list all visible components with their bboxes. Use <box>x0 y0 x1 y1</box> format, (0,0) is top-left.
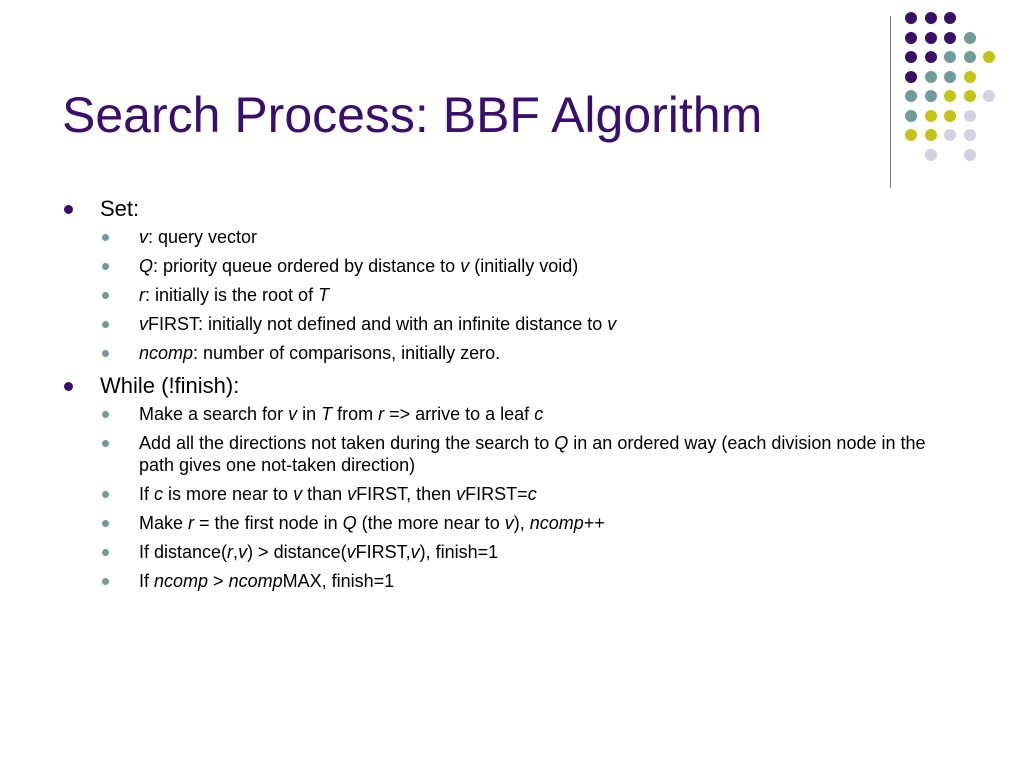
text-segment: v <box>410 542 420 562</box>
text-segment: v <box>460 256 470 276</box>
text-segment: v <box>456 484 466 504</box>
bullet-item <box>62 194 962 223</box>
sub-bullet-text <box>139 314 616 334</box>
sub-bullet-dot-icon <box>102 321 109 328</box>
title-divider <box>890 16 891 188</box>
sub-bullet-text <box>139 256 578 276</box>
text-segment: r <box>227 542 234 562</box>
text-segment: ++ <box>583 513 605 533</box>
text-segment: = the first node in <box>194 513 343 533</box>
decor-dot <box>944 90 956 102</box>
decor-dot <box>905 32 917 44</box>
sub-bullet-text <box>139 404 543 424</box>
bullet-text <box>100 196 139 221</box>
text-segment: r <box>139 285 145 305</box>
text-segment: in an ordered way (each division node in the path gives one not-taken direction) <box>139 433 926 475</box>
text-segment: ) > distance( <box>247 542 347 562</box>
decor-dot <box>944 32 956 44</box>
sub-bullet-item <box>62 483 962 505</box>
decor-dot <box>964 129 976 141</box>
text-segment: ), <box>513 513 530 533</box>
sub-bullet-item <box>62 512 962 534</box>
text-segment: in <box>297 404 322 424</box>
sub-bullet-text <box>139 227 257 247</box>
text-segment: , <box>233 542 239 562</box>
decor-dot <box>905 129 917 141</box>
text-segment: v <box>293 484 303 504</box>
text-segment: : number of comparisons, initially zero. <box>193 343 501 363</box>
decor-dot <box>925 110 937 122</box>
text-segment: Q <box>139 256 154 276</box>
text-segment: v <box>346 542 356 562</box>
text-segment: v <box>607 314 617 334</box>
decor-dot <box>925 51 937 63</box>
sub-bullet-item <box>62 226 962 248</box>
sub-bullet-dot-icon <box>102 263 109 270</box>
text-segment: (initially void) <box>469 256 579 276</box>
text-segment: If <box>139 484 155 504</box>
sub-bullet-item <box>62 313 962 335</box>
text-segment: than <box>302 484 348 504</box>
slide-body <box>62 194 962 599</box>
sub-bullet-item <box>62 403 962 425</box>
decor-dot <box>905 12 917 24</box>
text-segment: ncomp <box>154 571 209 591</box>
decor-dot <box>905 90 917 102</box>
decor-dot <box>944 51 956 63</box>
sub-bullet-dot-icon <box>102 411 109 418</box>
sub-bullet-text <box>139 571 394 591</box>
text-segment: Make a search for <box>139 404 289 424</box>
bullet-item <box>62 371 962 400</box>
text-segment: MAX, finish=1 <box>282 571 395 591</box>
sub-bullet-dot-icon <box>102 578 109 585</box>
sub-bullet-text <box>139 343 500 363</box>
sub-bullet-item <box>62 342 962 364</box>
sub-bullet-dot-icon <box>102 520 109 527</box>
sub-bullet-text <box>139 542 498 562</box>
text-segment: : initially is the root of <box>145 285 319 305</box>
text-segment: FIRST, <box>355 542 411 562</box>
text-segment: c <box>527 484 537 504</box>
slide-title: Search Process: BBF Algorithm <box>62 87 763 143</box>
sub-bullet-item <box>62 255 962 277</box>
text-segment: ), finish=1 <box>419 542 499 562</box>
sub-bullet-text <box>139 513 605 533</box>
text-segment: (the more near to <box>356 513 505 533</box>
text-segment: ncomp <box>139 343 194 363</box>
decor-dot <box>925 12 937 24</box>
text-segment: is more near to <box>163 484 294 504</box>
text-segment: r <box>378 404 385 424</box>
sub-bullet-text <box>139 484 537 504</box>
sub-bullet-dot-icon <box>102 549 109 556</box>
decor-dot <box>905 71 917 83</box>
sub-bullet-item <box>62 570 962 592</box>
decor-dot <box>964 110 976 122</box>
decor-dot <box>925 149 937 161</box>
text-segment: : query vector <box>148 227 258 247</box>
text-segment: T <box>318 285 330 305</box>
sub-bullet-item <box>62 284 962 306</box>
decor-dot <box>925 90 937 102</box>
text-segment: c <box>534 404 544 424</box>
text-segment: FIRST: initially not defined and with an infinite distance to <box>148 314 608 334</box>
bullet-dot-icon <box>64 382 73 391</box>
text-segment: If <box>139 571 155 591</box>
text-segment: : priority queue ordered by distance to <box>153 256 461 276</box>
text-segment: c <box>154 484 164 504</box>
sub-bullet-list <box>62 226 962 364</box>
decorative-dot-grid <box>905 12 1015 168</box>
text-segment: from <box>332 404 379 424</box>
decor-dot <box>964 149 976 161</box>
text-segment: v <box>504 513 514 533</box>
text-segment: Set: <box>100 196 140 221</box>
sub-bullet-dot-icon <box>102 234 109 241</box>
text-segment: Make <box>139 513 189 533</box>
text-segment: r <box>188 513 195 533</box>
decor-dot <box>944 71 956 83</box>
decor-dot <box>964 90 976 102</box>
text-segment: => arrive to a leaf <box>384 404 535 424</box>
text-segment: v <box>238 542 248 562</box>
decor-dot <box>925 71 937 83</box>
decor-dot <box>944 129 956 141</box>
text-segment: v <box>139 227 148 247</box>
text-segment: ncomp <box>228 571 283 591</box>
text-segment: v <box>139 314 148 334</box>
text-segment: T <box>321 404 333 424</box>
text-segment: FIRST= <box>465 484 528 504</box>
sub-bullet-text <box>139 285 329 305</box>
decor-dot <box>964 51 976 63</box>
decor-dot <box>983 90 995 102</box>
text-segment: > <box>208 571 229 591</box>
text-segment: While (!finish): <box>100 373 240 398</box>
bullet-text <box>100 373 239 398</box>
text-segment: v <box>288 404 298 424</box>
sub-bullet-dot-icon <box>102 440 109 447</box>
sub-bullet-dot-icon <box>102 292 109 299</box>
decor-dot <box>925 129 937 141</box>
text-segment: Q <box>342 513 357 533</box>
decor-dot <box>964 32 976 44</box>
sub-bullet-list <box>62 403 962 592</box>
decor-dot <box>983 51 995 63</box>
decor-dot <box>944 110 956 122</box>
decor-dot <box>944 12 956 24</box>
sub-bullet-item <box>62 541 962 563</box>
sub-bullet-dot-icon <box>102 491 109 498</box>
sub-bullet-dot-icon <box>102 350 109 357</box>
decor-dot <box>905 110 917 122</box>
text-segment: Q <box>554 433 569 453</box>
decor-dot <box>905 51 917 63</box>
text-segment: If distance( <box>139 542 228 562</box>
text-segment: FIRST, then <box>356 484 457 504</box>
text-segment: Add all the directions not taken during the search to <box>139 433 555 453</box>
text-segment: ncomp <box>529 513 584 533</box>
decor-dot <box>925 32 937 44</box>
decor-dot <box>964 71 976 83</box>
bullet-dot-icon <box>64 205 73 214</box>
sub-bullet-text <box>139 433 926 475</box>
text-segment: v <box>347 484 357 504</box>
sub-bullet-item <box>62 432 962 476</box>
